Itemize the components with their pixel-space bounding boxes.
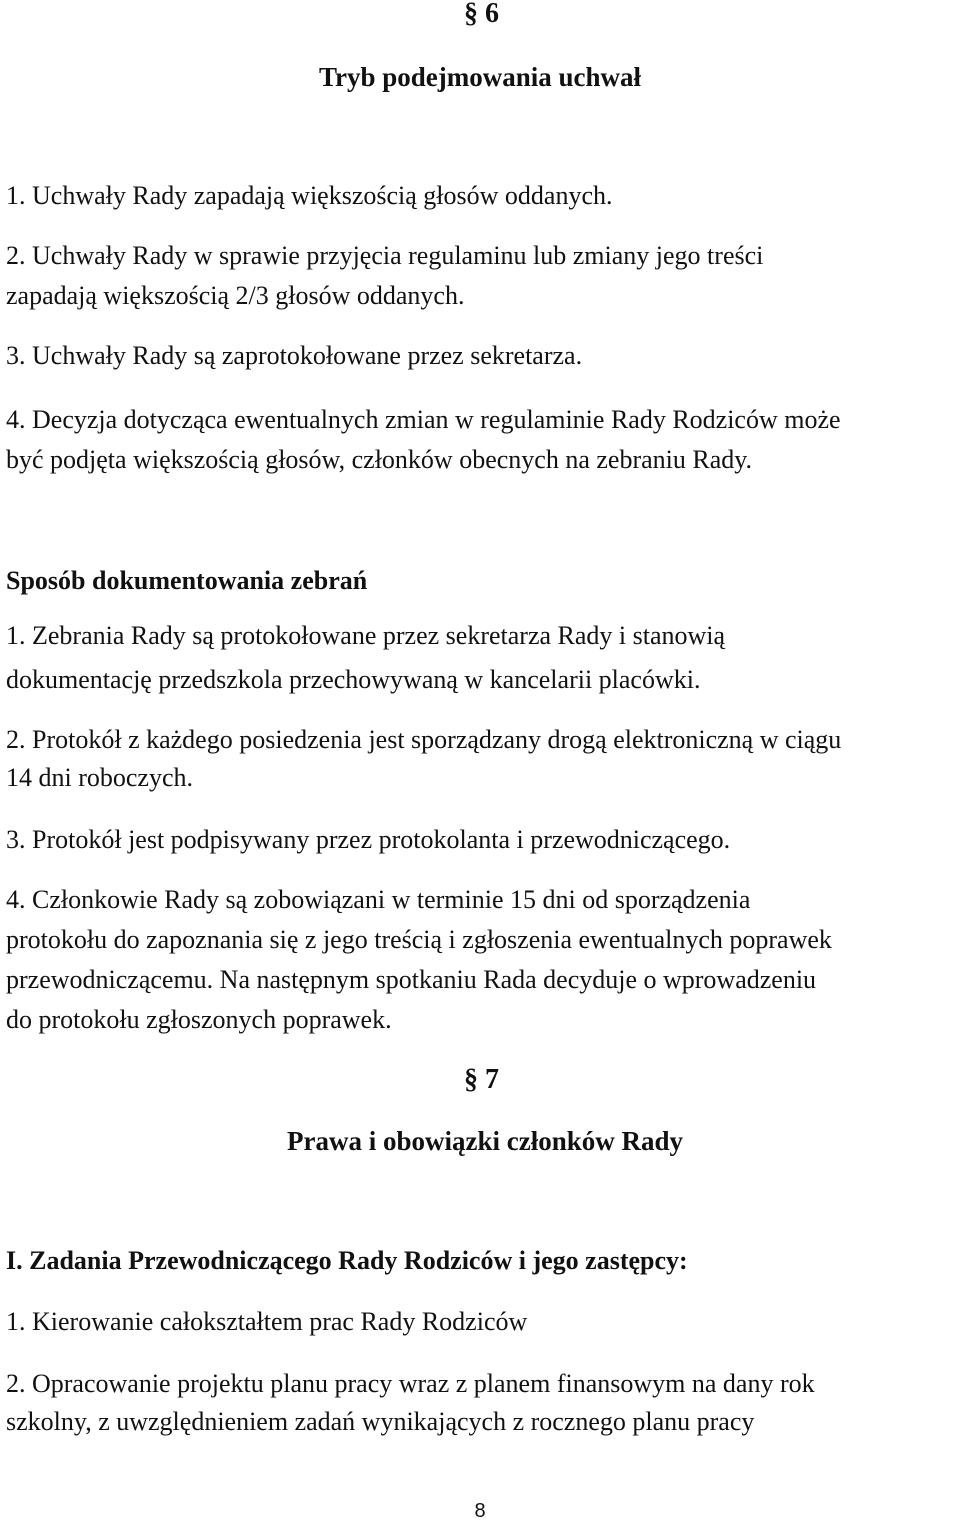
section-6-item-3: 3. Uchwały Rady są zaprotokołowane przez sekretarza. [6, 341, 583, 370]
documentation-item-2-line-1: 2. Protokół z każdego posiedzenia jest sporządzany drogą elektroniczną w ciągu [6, 725, 842, 754]
documentation-item-1-line-1: 1. Zebrania Rady są protokołowane przez sekretarza Rady i stanowią [6, 621, 726, 650]
documentation-item-4-line-3: przewodniczącemu. Na następnym spotkaniu Rada decyduje o wprowadzeniu [6, 965, 817, 994]
documentation-item-4-line-1: 4. Członkowie Rady są zobowiązani w terminie 15 dni od sporządzenia [6, 885, 751, 914]
section-6-heading: Tryb podejmowania uchwał [318, 62, 642, 92]
documentation-item-2-line-2: 14 dni roboczych. [6, 763, 194, 792]
section-7-mark: § 7 [464, 1064, 499, 1095]
section-6-mark: § 6 [464, 0, 499, 29]
section-6-item-1: 1. Uchwały Rady zapadają większością głosów oddanych. [6, 181, 613, 210]
section-6-item-4-line-1: 4. Decyzja dotycząca ewentualnych zmian w regulaminie Rady Rodziców może [6, 405, 841, 434]
section-6-item-2-line-2: zapadają większością 2/3 głosów oddanych. [6, 281, 465, 310]
documentation-item-4-line-4: do protokołu zgłoszonych poprawek. [6, 1005, 392, 1034]
documentation-item-4-line-2: protokołu do zapoznania się z jego treścią i zgłoszenia ewentualnych poprawek [6, 925, 832, 954]
documentation-item-1-line-2: dokumentację przedszkola przechowywaną w kancelarii placówki. [6, 665, 701, 694]
documentation-heading: Sposób dokumentowania zebrań [6, 566, 368, 595]
documentation-item-3: 3. Protokół jest podpisywany przez protokolanta i przewodniczącego. [6, 825, 731, 854]
chairperson-task-2-line-1: 2. Opracowanie projektu planu pracy wraz z planem finansowym na dany rok [6, 1369, 815, 1398]
chairperson-task-2-line-2: szkolny, z uwzględnieniem zadań wynikających z rocznego planu pracy [6, 1407, 755, 1436]
section-6-item-4-line-2: być podjęta większością głosów, członków obecnych na zebraniu Rady. [6, 445, 753, 474]
section-6-item-2-line-1: 2. Uchwały Rady w sprawie przyjęcia regulaminu lub zmiany jego treści [6, 241, 764, 270]
chairperson-tasks-heading: I. Zadania Przewodniczącego Rady Rodziców i jego zastępcy: [6, 1246, 688, 1275]
chairperson-task-1: 1. Kierowanie całokształtem prac Rady Rodziców [6, 1307, 528, 1336]
page-number: 8 [474, 1500, 486, 1522]
section-7-heading: Prawa i obowiązki członków Rady [286, 1126, 683, 1156]
